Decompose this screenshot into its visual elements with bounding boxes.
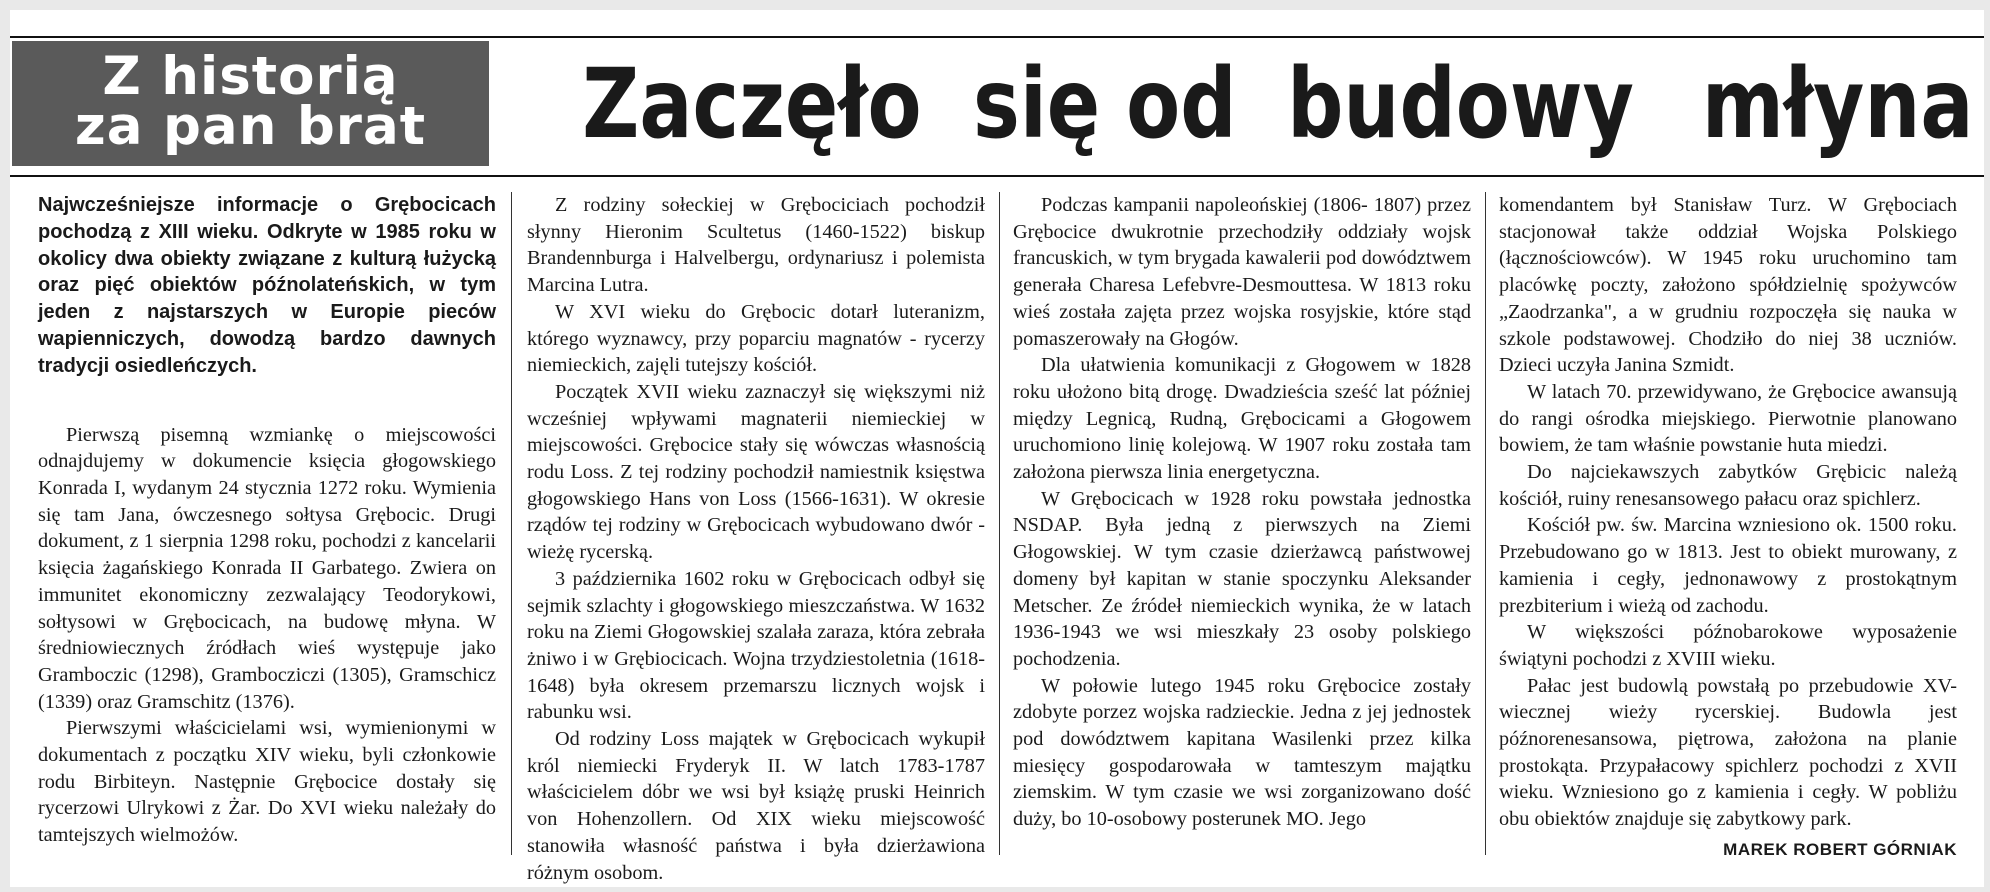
article-paragraph: Kościół pw. św. Marcina wzniesiono ok. 1500 roku. Przebudowano go w 1813. Jest to obiekt murowany, z kamienia i cegły, jednonawowy z prostokątnym prezbiterium i wieżą od zachodu. [1499,514,1957,617]
column-divider [1485,192,1486,855]
headline-word: młyna [1701,48,1974,160]
article-paragraph: W latach 70. przewidywano, że Grębocice awansują do rangi ośrodka miejskiego. Pierwotnie planowano bowiem, że tam właśnie powstanie huta miedzi. [1499,380,1957,457]
top-rule [10,36,1984,38]
article-paragraph: Z rodziny sołeckiej w Grębociciach pochodził słynny Hieronim Scultetus (1460-1522) biskup Brandennburga i Halvelbergu, ordynariusz i polemista Marcina Lutra. [527,194,985,297]
article-paragraph: W XVI wieku do Grębocic dotarł luteranizm, którego wyznawcy, przy poparciu magnatów - rycerzy niemieckich, zajęli tutejszy kościół. [527,300,985,377]
article-paragraph: Od rodziny Loss majątek w Grębocicach wykupił król niemiecki Fryderyk II. W latch 1783-1787 właścicielem dóbr we wsi był książę pruski Heinrich von Hohenzollern. Od XIX wieku miejscowość stanowiła własność państwa i była dzierżawiona różnym osobom. [527,728,985,884]
bottom-rule [10,175,1984,177]
article-paragraph: 3 października 1602 roku w Grębocicach odbył się sejmik szlachty i głogowskiego mieszczaństwa. W 1632 roku na Ziemi Głogowskiej szalała zaraza, która zebrała żniwo i w Grębiocicach. Wojna trzydziestoletnia (1618-1648) była okresem przemarszu licznych wojsk i rabunku wsi. [527,567,985,724]
article-paragraph: Podczas kampanii napoleońskiej (1806- 1807) przez Grębocice dwukrotnie przechodziły oddziały wojsk francuskich, w tym brygada kawalerii pod dowództwem generała Charesa Lefebvre-Desmouttesa. W 1813 roku wieś została zajęta przez wojska rosyjskie, które stąd pomaszerowały na Głogów. [1013,194,1471,350]
section-label-line-2: za pan brat [74,96,427,157]
article-paragraph: Pierwszymi właścicielami wsi, wymienionymi w dokumentach z początku XIV wieku, byli członkowie rodu Birbiteyn. Następnie Grębocice dostały się rycerzowi Ulrykowi z Żar. Do XVI wieku należały do tamtejszych wielmożów. [38,717,496,847]
headline-word: budowy [1286,48,1634,160]
author-byline: MAREK ROBERT GÓRNIAK [1723,839,1957,859]
section-label-line-1: Z historią [102,46,399,107]
column-1 [38,192,496,852]
headline-word: się [972,48,1101,160]
column-4 [1499,192,1957,859]
article-paragraph: Do najciekawszych zabytków Grębicic należą kościół, ruiny renesansowego pałacu oraz spichlerz. [1499,461,1957,510]
article-paragraph: Dla ułatwienia komunikacji z Głogowem w 1828 roku ułożono bitą drogę. Dwadzieścia sześć lat później między Legnicą, Rudną, Grębocicami a Głogowem uruchomiono linię kolejową. W 1907 roku została tam założona pierwsza linia energetyczna. [1013,354,1471,484]
column-3 [1013,192,1471,852]
article-paragraph: W większości późnobarokowe wyposażenie świątyni pochodzi z XVIII wieku. [1499,621,1957,670]
column-divider [511,192,512,855]
article-paragraph: Pałac jest budowlą powstałą po przebudowie XV-wiecznej wieży rycerskiej. Budowla jest późnorenesansowa, piętrowa, założona na planie prostokąta. Przypałacowy spichlerz pochodzi z XVII wieku. Wzniesiono go z kamienia i cegły. W pobliżu obu obiektów znajduje się zabytkowy park. [1499,674,1957,831]
lead-paragraph: Najwcześniejsze informacje o Grębocicach pochodzą z XIII wieku. Odkryte w 1985 roku w okolicy dwa obiekty związane z kulturą łużycką oraz pięć obiektów późnolateńskich, w tym jeden z najstarszych w Europie pieców wapienniczych, dowodzą bardzo dawnych tradycji osiedleńczych. [38,194,496,377]
article-paragraph: W Grębocicach w 1928 roku powstała jednostka NSDAP. Była jedną z pierwszych na Ziemi Głogowskiej. W tym czasie dzierżawcą państwowej domeny był kapitan w stanie spoczynku Aleksander Metscher. Ze źródeł niemieckich wynika, że w latach 1936-1943 we wsi mieszkały 23 osoby polskiego pochodzenia. [1013,487,1471,670]
newspaper-page [10,10,1984,887]
article-paragraph: W połowie lutego 1945 roku Grębocice zostały zdobyte porzez wojska radzieckie. Jedna z jej jednostek pod dowództwem kapitana Wasilenki przez kilka miesięcy gospodarowała w tamteszym majątku ziemskim. W tym czasie we wsi zorganizowano dość duży, bo 10-osobowy posterunek MO. Jego [1013,674,1471,831]
headline-word: Zaczęło [582,48,922,160]
column-divider [999,192,1000,855]
column-2 [527,192,985,884]
headline [545,48,1974,160]
article-paragraph: komendantem był Stanisław Turz. W Grębociach stacjonował także oddział Wojska Polskiego (łącznościowców). W 1945 roku uruchomino tam placówkę poczty, założono spółdzielnię spożywców „Zaodrzanka", a w grudniu rozpoczęła się nauka w szkole podstawowej. Chodziło do niej 38 uczniów. Dzieci uczyła Janina Szmidt. [1499,194,1957,377]
article-paragraph: Pierwszą pisemną wzmiankę o miejscowości odnajdujemy w dokumencie księcia głogowskiego Konrada I, wydanym 24 stycznia 1272 roku. Wymienia się tam Jana, ówczesnego sołtysa Grębocic. Drugi dokument, z 1 sierpnia 1298 roku, pochodzi z kancelarii księcia żagańskiego Konrada II Garbatego. Zwiera on immunitet ekonomiczny zezwalający Teodorykowi, sołtysowi w Grębocicach, na budowę młyna. W średniowiecznych źródłach wieś występuje jako Gramboczic (1298), Grambocziczi (1305), Gramschicz (1339) oraz Gramschitz (1376). [38,423,496,713]
article-paragraph: Początek XVII wieku zaznaczył się większymi niż wcześniej wpływami magnaterii niemieckiej w miejscowości. Grębocice stały się wówczas własnością rodu Loss. Z tej rodziny pochodził namiestnik księstwa głogowskiego Hans von Loss (1566-1631). W okresie rządów tej rodziny w Grębocicach wybudowano dwór - wieżę rycerską. [527,380,985,564]
section-label [12,41,489,166]
headline-word: od [1126,48,1237,160]
